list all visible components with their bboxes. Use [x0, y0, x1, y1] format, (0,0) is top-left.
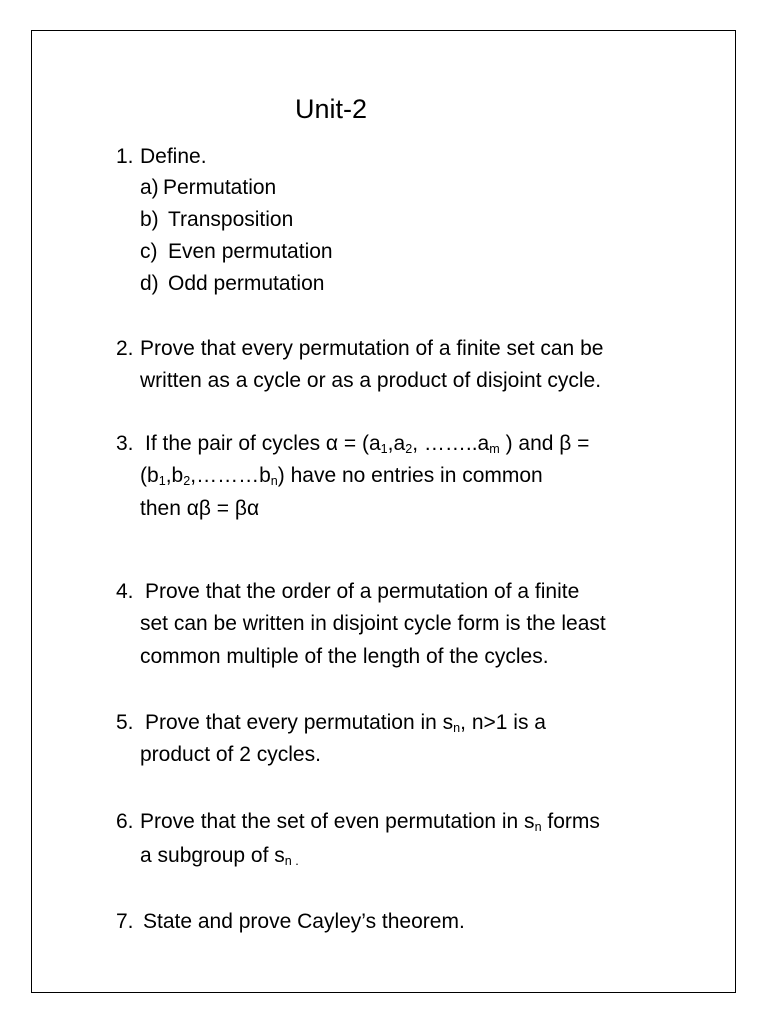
- question-6-number: 6.: [116, 810, 134, 833]
- question-1c-text: Even permutation: [168, 240, 333, 263]
- question-3-line-3: then αβ = βα: [140, 497, 260, 520]
- question-4-line-3: common multiple of the length of the cycles.: [140, 645, 549, 668]
- question-2-line-2: written as a cycle or as a product of disjoint cycle.: [140, 369, 602, 392]
- question-4-number: 4.: [116, 580, 134, 603]
- page-title: Unit-2: [295, 94, 368, 124]
- question-6-line-2: a subgroup of $s_{n .}$: [140, 844, 299, 869]
- question-1d-text: Odd permutation: [168, 272, 325, 295]
- question-5-number: 5.: [116, 711, 134, 734]
- question-1b-label: b): [140, 208, 159, 231]
- question-1a-label: a): [140, 176, 159, 199]
- question-1d-label: d): [140, 272, 159, 295]
- question-6-line-1: Prove that the set of even permutation in $s_n$ forms: [140, 810, 600, 835]
- question-1b-text: Transposition: [168, 208, 294, 231]
- question-1-number: 1.: [116, 145, 134, 168]
- question-3-number: 3.: [116, 432, 134, 455]
- question-2-line-1: Prove that every permutation of a finite set can be: [140, 337, 604, 360]
- question-3-line-1: If the pair of cycles $\alpha = (a_1,a_2$, $\dots\dots..a_m$ ) and β =: [145, 432, 590, 457]
- question-1a-text: Permutation: [163, 176, 277, 199]
- question-1-text: Define.: [140, 145, 207, 168]
- question-7-number: 7.: [116, 910, 134, 933]
- question-4-line-2: set can be written in disjoint cycle form is the least: [140, 612, 606, 635]
- question-3-line-2: $(b_1,b_2,\dots\dots\dots b_n)$ have no entries in common: [140, 464, 543, 489]
- question-4-line-1: Prove that the order of a permutation of a finite: [145, 580, 580, 603]
- question-5-line-1: Prove that every permutation in $s_n$, n>1 is a: [145, 711, 546, 736]
- question-5-line-2: product of 2 cycles.: [140, 743, 321, 766]
- question-1c-label: c): [140, 240, 158, 263]
- document-page: [31, 30, 736, 993]
- question-2-number: 2.: [116, 337, 134, 360]
- question-7-text: State and prove Cayley’s theorem.: [143, 910, 465, 933]
